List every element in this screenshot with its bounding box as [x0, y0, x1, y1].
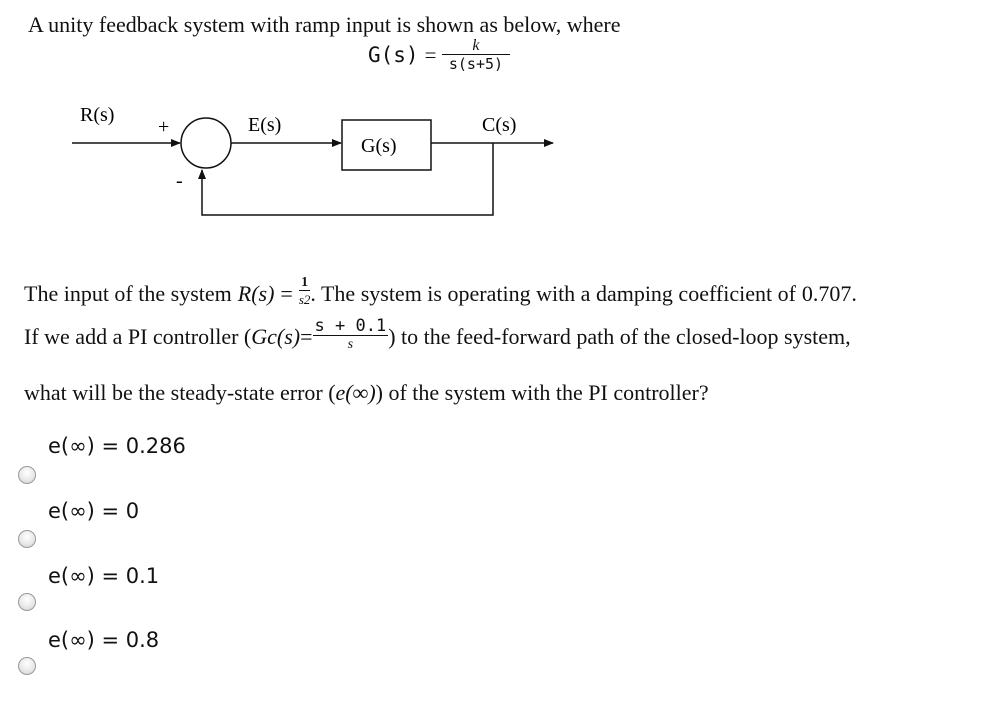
- line2-gc: Gc(s): [251, 324, 301, 349]
- option-2-radio[interactable]: [18, 530, 36, 548]
- block-diagram: [0, 0, 1005, 230]
- question-line-2: [24, 316, 851, 352]
- tf-equals: =: [424, 42, 437, 67]
- option-1-label: e(∞) = 0.286: [48, 434, 186, 458]
- line3-text-a: what will be the steady-state error (: [24, 380, 336, 405]
- plus-sign: +: [158, 116, 170, 138]
- line1-period: .: [851, 281, 857, 306]
- line2-fraction: [313, 318, 389, 352]
- line1-fraction: [299, 276, 311, 306]
- summing-junction: [181, 118, 231, 168]
- option-4-radio[interactable]: [18, 657, 36, 675]
- tf-lhs: G(s): [368, 43, 419, 67]
- minus-sign: -: [176, 170, 183, 192]
- line1-text-c: . The system is operating with a damping coefficient of: [310, 281, 796, 306]
- line2-denominator: s: [347, 337, 354, 352]
- question-intro: A unity feedback system with ramp input is shown as below, where: [28, 12, 621, 37]
- tf-numerator: k: [442, 38, 509, 55]
- block-label: G(s): [361, 135, 397, 157]
- tf-denominator: s(s+5): [448, 55, 504, 73]
- input-label: R(s): [80, 104, 115, 126]
- line2-equals: =: [300, 324, 313, 349]
- question-line-3: [24, 380, 709, 406]
- question-line-1: [24, 275, 857, 307]
- line1-text-a: The input of the system: [24, 281, 232, 306]
- line1-equals: =: [280, 281, 293, 306]
- option-3-label: e(∞) = 0.1: [48, 564, 160, 588]
- line1-r-of-s: R(s): [237, 281, 275, 306]
- line1-numerator: 1: [301, 275, 309, 290]
- line2-text-b: ) to the feed-forward path of the closed-loop system,: [388, 324, 851, 349]
- option-4-label: e(∞) = 0.8: [48, 628, 160, 652]
- option-2-label: e(∞) = 0: [48, 499, 140, 523]
- line3-text-b: ) of the system with the PI controller?: [375, 380, 709, 405]
- line1-damping-value: 0.707: [801, 281, 852, 306]
- line2-text-a: If we add a PI controller (: [24, 324, 252, 349]
- option-3-radio[interactable]: [18, 593, 36, 611]
- output-label: C(s): [482, 114, 517, 136]
- error-label: E(s): [248, 114, 282, 136]
- line2-numerator: s + 0.1: [314, 316, 387, 336]
- option-1-radio[interactable]: [18, 466, 36, 484]
- line3-error: e(∞): [335, 380, 376, 405]
- line1-denominator: s2: [298, 292, 311, 307]
